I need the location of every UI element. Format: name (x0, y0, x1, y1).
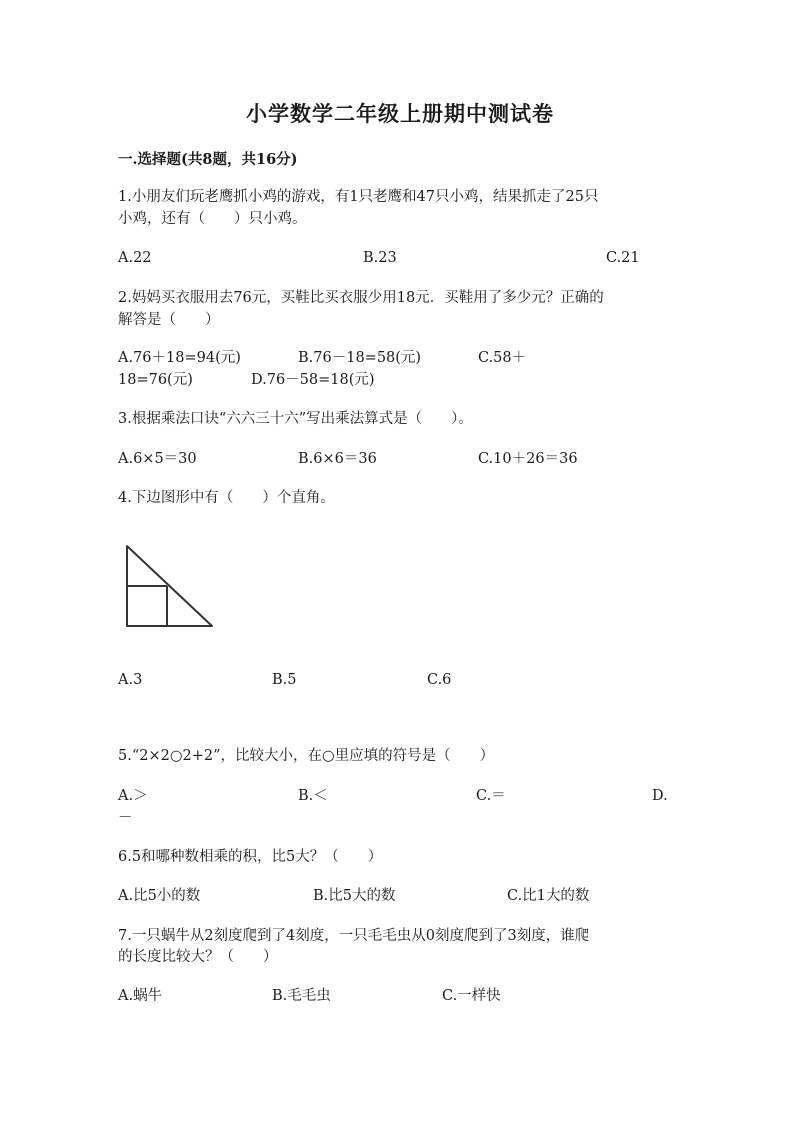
page-title: 小学数学二年级上册期中测试卷 (246, 101, 554, 126)
question-7-option-c: C.一样快 (442, 988, 501, 1004)
question-2-option-d: D.76－58=18(元) (251, 372, 375, 388)
question-4-option-b: B.5 (272, 672, 297, 688)
question-3-option-c: C.10＋26＝36 (478, 451, 578, 467)
question-4-option-a: A.3 (118, 672, 143, 688)
question-5-option-d: D. (652, 788, 668, 804)
question-4-option-c: C.6 (427, 672, 452, 688)
question-2-option-c-part-1: C.58＋ (478, 350, 527, 366)
question-6-option-b: B.比5大的数 (313, 888, 396, 904)
question-5-option-c: C.＝ (476, 788, 506, 804)
question-6-text-line-1: 6.5和哪种数相乘的积，比5大？（ ） (118, 849, 383, 865)
question-1-option-a: A.22 (118, 250, 152, 266)
question-4-text-line-1: 4.下边图形中有（ ）个直角。 (118, 490, 335, 506)
question-3-option-b: B.6×6＝36 (298, 451, 377, 467)
question-6-option-a: A.比5小的数 (118, 888, 201, 904)
question-7-option-a: A.蜗牛 (118, 988, 163, 1004)
question-1-text-line-1: 1.小朋友们玩老鹰抓小鸡的游戏，有1只老鹰和47只小鸡，结果抓走了25只 (118, 189, 599, 205)
question-5-option-a: A.＞ (118, 788, 148, 804)
right-angle-triangle-figure (118, 540, 218, 630)
question-5-option-d-symbol: － (118, 810, 133, 826)
question-2-text-line-1: 2.妈妈买衣服用去76元，买鞋比买衣服少用18元．买鞋用了多少元？正确的 (118, 290, 604, 306)
question-1-option-b: B.23 (363, 250, 397, 266)
question-3-option-a: A.6×5＝30 (118, 451, 197, 467)
question-5-text-line-1: 5.“2×2○2+2”，比较大小，在○里应填的符号是（ ） (118, 748, 495, 764)
question-7-text-line-1: 7.一只蜗牛从2刻度爬到了4刻度，一只毛毛虫从0刻度爬到了3刻度，谁爬 (118, 928, 590, 944)
question-3-text-line-1: 3.根据乘法口诀“六六三十六”写出乘法算式是（ ）。 (118, 411, 473, 427)
question-7-text-line-2: 的长度比较大？（ ） (118, 949, 278, 965)
question-7-option-b: B.毛毛虫 (272, 988, 331, 1004)
question-2-text-line-2: 解答是（ ） (118, 312, 220, 328)
question-6-option-c: C.比1大的数 (507, 888, 590, 904)
question-1-option-c: C.21 (606, 250, 640, 266)
question-2-option-c-part-2: 18=76(元) (118, 372, 193, 388)
question-1-text-line-2: 小鸡，还有（ ）只小鸡。 (118, 211, 307, 227)
section-heading: 一.选择题(共8题，共16分) (118, 151, 298, 168)
question-2-option-a: A.76＋18=94(元) (118, 350, 241, 366)
question-2-option-b: B.76－18=58(元) (298, 350, 422, 366)
question-5-option-b: B.＜ (298, 788, 328, 804)
